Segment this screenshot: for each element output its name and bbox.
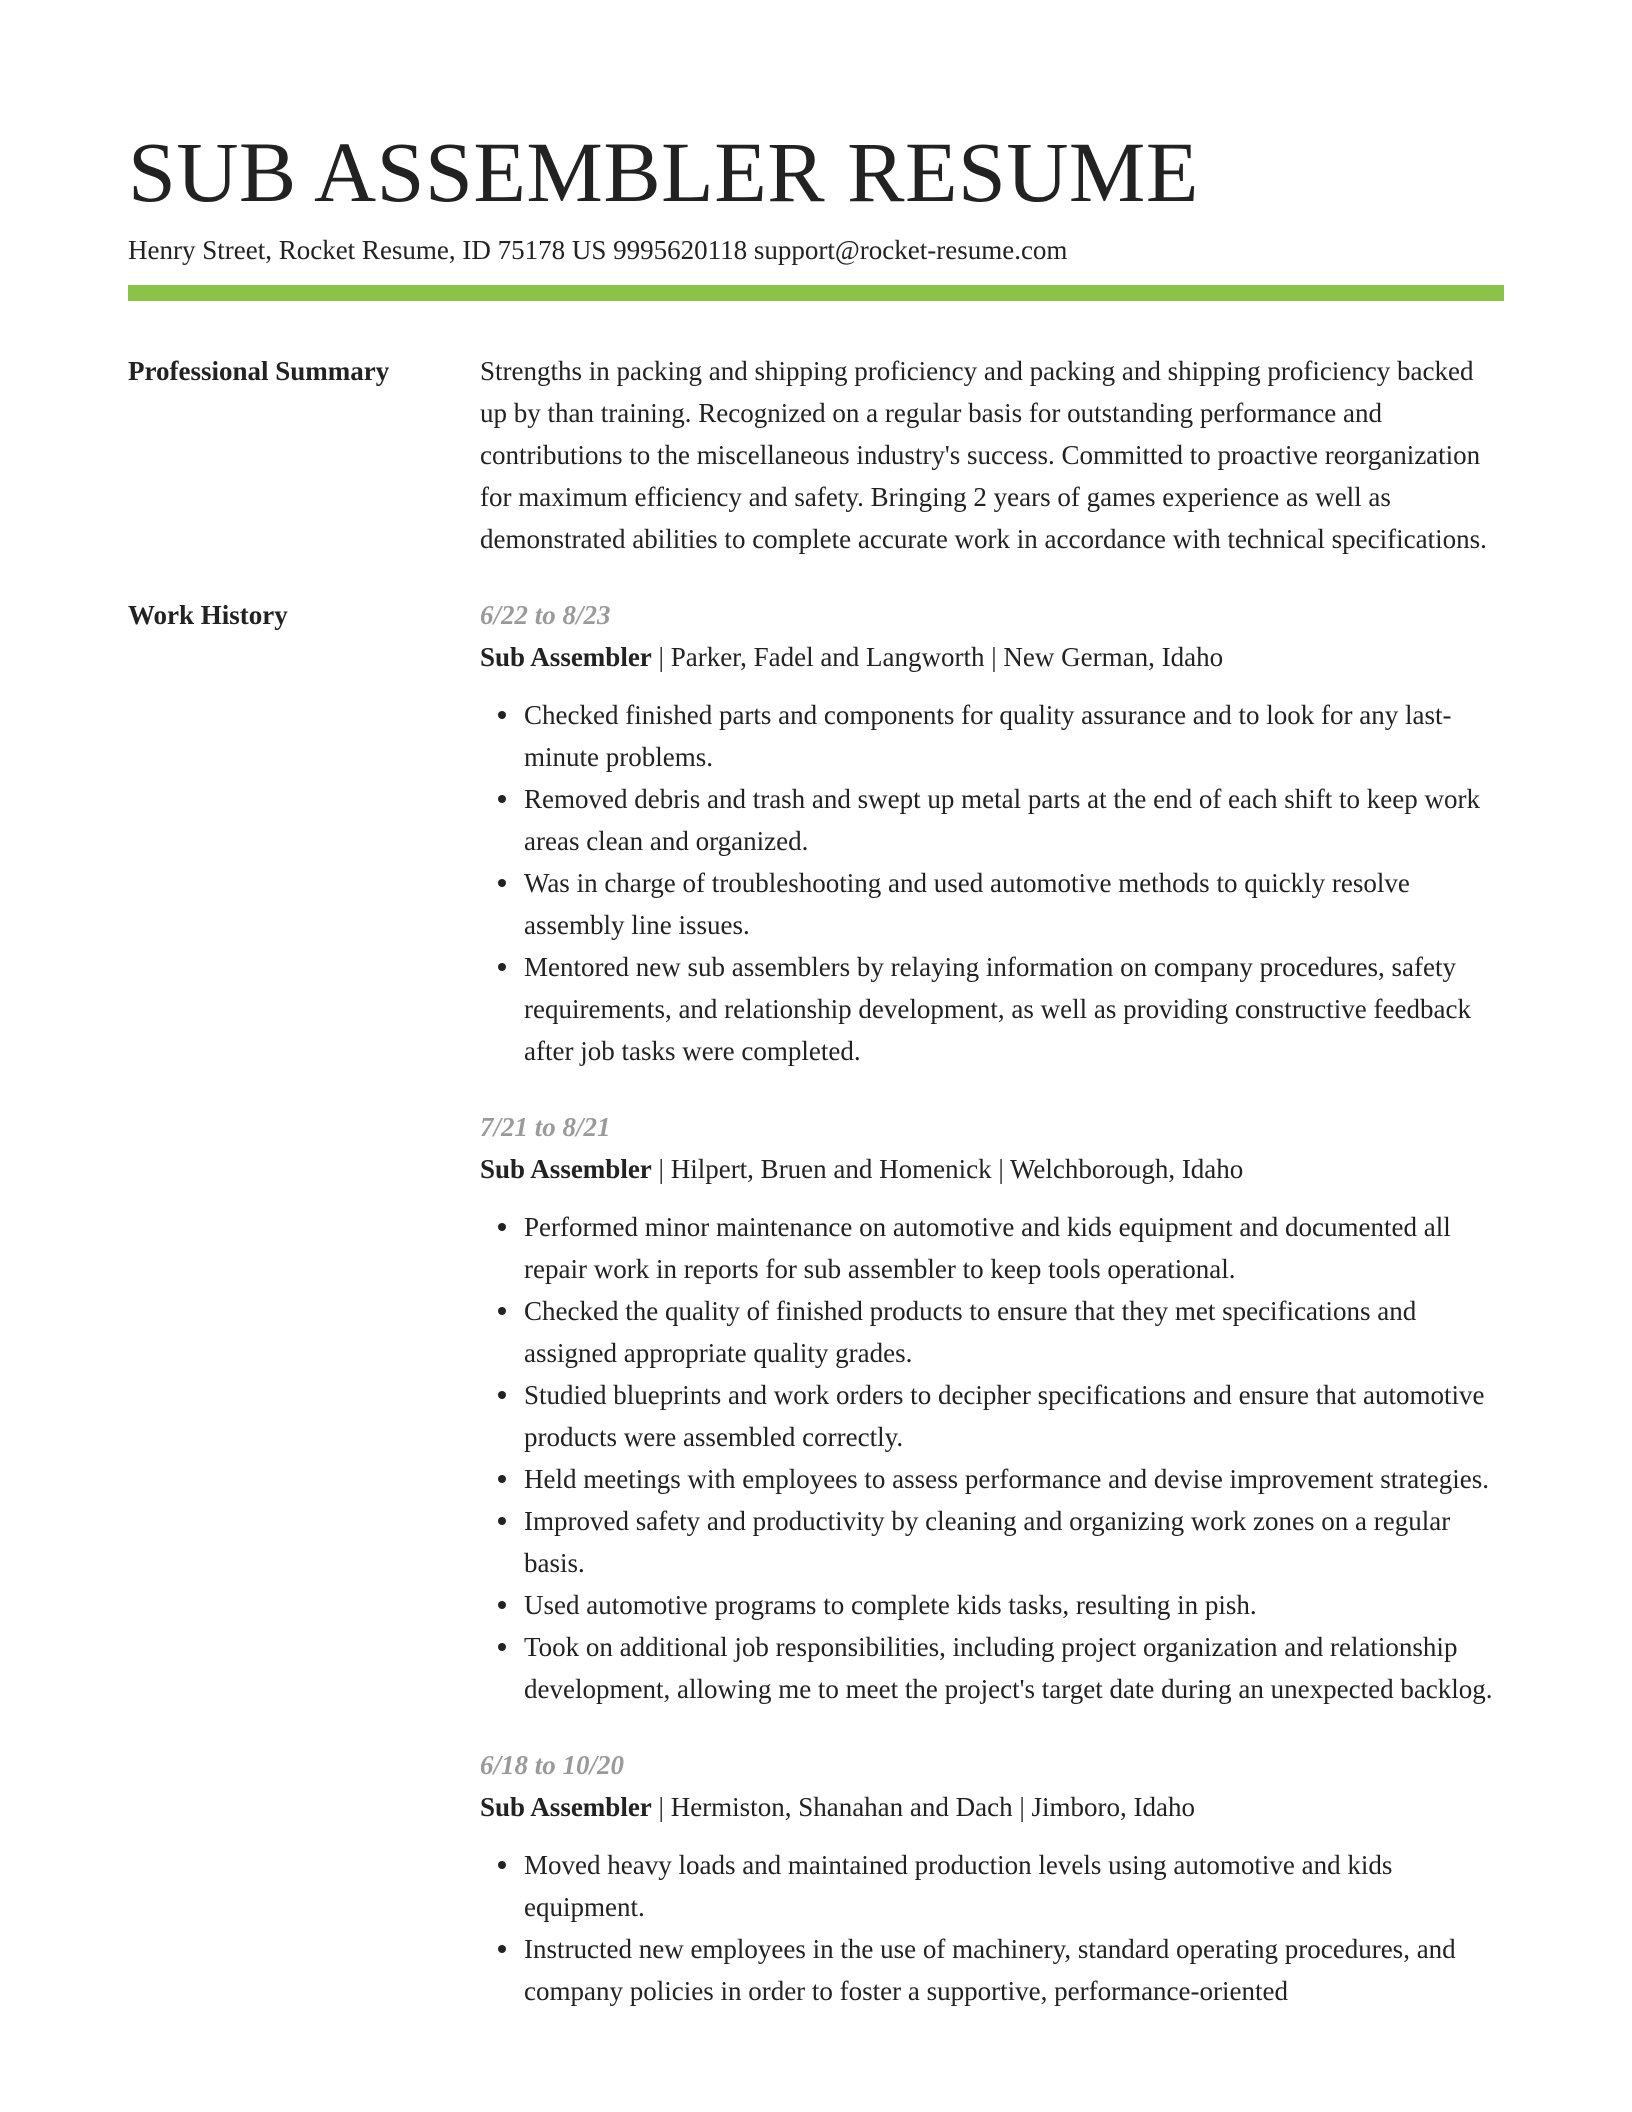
- work-history-section: [128, 594, 1504, 2046]
- job-entry: [480, 1744, 1504, 2012]
- job-dates: 7/21 to 8/21: [480, 1112, 611, 1142]
- job-title: Sub Assembler: [480, 1792, 652, 1822]
- job-bullet: Improved safety and productivity by cleaning and organizing work zones on a regular basis.: [524, 1500, 1504, 1584]
- job-bullet: Instructed new employees in the use of machinery, standard operating procedures, and company policies in order to foster a supportive, performance-oriented: [524, 1928, 1504, 2012]
- job-bullet: Used automotive programs to complete kids tasks, resulting in pish.: [524, 1584, 1504, 1626]
- job-bullet: Mentored new sub assemblers by relaying information on company procedures, safety requirements, and relationship development, as well as providing constructive feedback after job tasks were completed.: [524, 946, 1504, 1072]
- job-details: | Parker, Fadel and Langworth | New German, Idaho: [651, 642, 1224, 672]
- job-bullet: Held meetings with employees to assess performance and devise improvement strategies.: [524, 1458, 1504, 1500]
- job-bullets: [480, 1206, 1504, 1710]
- job-title: Sub Assembler: [480, 642, 652, 672]
- job-bullet: Was in charge of troubleshooting and used automotive methods to quickly resolve assembly line issues.: [524, 862, 1504, 946]
- job-dates: 6/22 to 8/23: [480, 600, 611, 630]
- job-bullet: Studied blueprints and work orders to decipher specifications and ensure that automotive products were assembled correctly.: [524, 1374, 1504, 1458]
- job-entry: [480, 594, 1504, 1072]
- header-divider: [128, 285, 1504, 301]
- summary-heading: Professional Summary: [128, 356, 390, 386]
- job-header: [480, 636, 1504, 678]
- job-details: | Hermiston, Shanahan and Dach | Jimboro, Idaho: [651, 1792, 1195, 1822]
- job-dates: 6/18 to 10/20: [480, 1750, 625, 1780]
- job-header: [480, 1148, 1504, 1190]
- job-title: Sub Assembler: [480, 1154, 652, 1184]
- contact-line: Henry Street, Rocket Resume, ID 75178 US 9995620118 support@rocket-resume.com: [128, 235, 1068, 265]
- summary-section: [128, 350, 1504, 560]
- job-header: [480, 1786, 1504, 1828]
- job-bullet: Took on additional job responsibilities, including project organization and relationship development, allowing me to meet the project's target date during an unexpected backlog.: [524, 1626, 1504, 1710]
- resume-title: SUB ASSEMBLER RESUME: [128, 124, 1199, 220]
- job-entry: [480, 1106, 1504, 1710]
- job-bullet: Performed minor maintenance on automotive and kids equipment and documented all repair work in reports for sub assembler to keep tools operational.: [524, 1206, 1504, 1290]
- summary-body: [480, 350, 1504, 560]
- job-bullet: Checked finished parts and components for quality assurance and to look for any last-minute problems.: [524, 694, 1504, 778]
- job-bullet: Checked the quality of finished products to ensure that they met specifications and assigned appropriate quality grades.: [524, 1290, 1504, 1374]
- work-history-body: [480, 594, 1504, 2046]
- job-bullet: Moved heavy loads and maintained production levels using automotive and kids equipment.: [524, 1844, 1504, 1928]
- work-history-heading: Work History: [128, 600, 288, 630]
- summary-text: Strengths in packing and shipping proficiency and packing and shipping proficiency backed up by than training. Recognized on a regular basis for outstanding performance and contributions to the miscellaneous industry's success. Committed to proactive reorganization for maximum efficiency and safety. Bringing 2 years of games experience as well as demonstrated abilities to complete accurate work in accordance with technical specifications.: [480, 356, 1487, 554]
- job-bullets: [480, 1844, 1504, 2012]
- job-details: | Hilpert, Bruen and Homenick | Welchborough, Idaho: [651, 1154, 1244, 1184]
- resume-content: [128, 350, 1504, 2080]
- job-bullets: [480, 694, 1504, 1072]
- job-bullet: Removed debris and trash and swept up metal parts at the end of each shift to keep work areas clean and organized.: [524, 778, 1504, 862]
